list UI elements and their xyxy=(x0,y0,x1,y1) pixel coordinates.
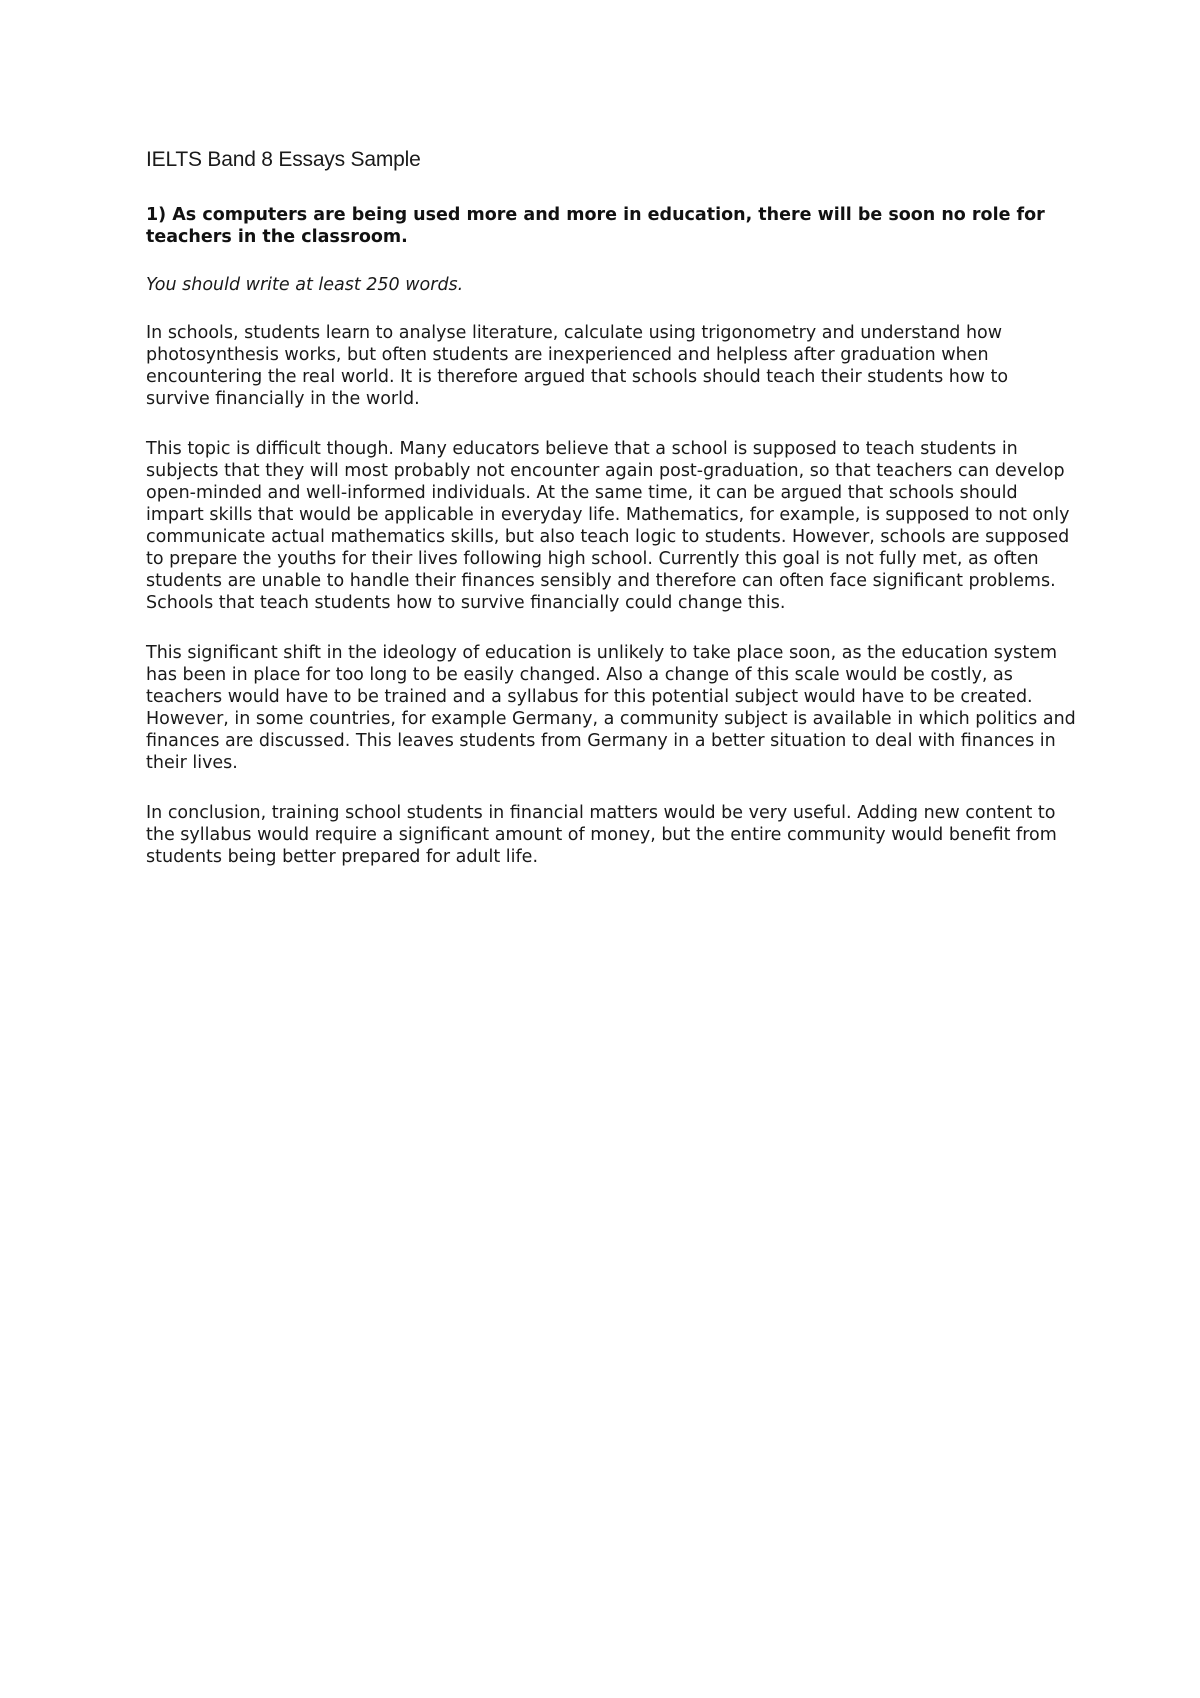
essay-paragraph-3: This significant shift in the ideology of education is unlikely to take place soon, as the education system has been in place for too long to be easily changed. Also a change of this scale would be costly, as teachers would have to be trained and a syllabus for this potential subject would have to be created. However, in some countries, for example Germany, a community subject is available in which politics and finances are discussed. This leaves students from Germany in a better situation to deal with finances in their lives. xyxy=(146,643,1076,773)
essay-paragraph-1: In schools, students learn to analyse literature, calculate using trigonometry and understand how photosynthesis works, but often students are inexperienced and helpless after graduation when encountering the real world. It is therefore argued that schools should teach their students how to survive financially in the world. xyxy=(146,323,1009,409)
essay-paragraph-2: This topic is difficult though. Many educators believe that a school is supposed to teach students in subjects that they will most probably not encounter again post-graduation, so that teachers can develop open-minded and well-informed individuals. At the same time, it can be argued that schools should impart skills that would be applicable in everyday life. Mathematics, for example, is supposed to not only communicate actual mathematics skills, but also teach logic to students. However, schools are supposed to prepare the youths for their lives following high school. Currently this goal is not fully met, as often students are unable to handle their finances sensibly and therefore can often face significant problems. Schools that teach students how to survive financially could change this. xyxy=(146,439,1070,613)
word-count-instruction: You should write at least 250 words. xyxy=(146,275,464,295)
essay-question: 1) As computers are being used more and more in education, there will be soon no role for teachers in the classroom. xyxy=(146,205,1045,247)
document-title: IELTS Band 8 Essays Sample xyxy=(146,148,421,171)
document-body xyxy=(146,142,1076,896)
essay-paragraph-4: In conclusion, training school students in financial matters would be very useful. Adding new content to the syllabus would require a significant amount of money, but the entire community would benefit from students being better prepared for adult life. xyxy=(146,803,1057,867)
